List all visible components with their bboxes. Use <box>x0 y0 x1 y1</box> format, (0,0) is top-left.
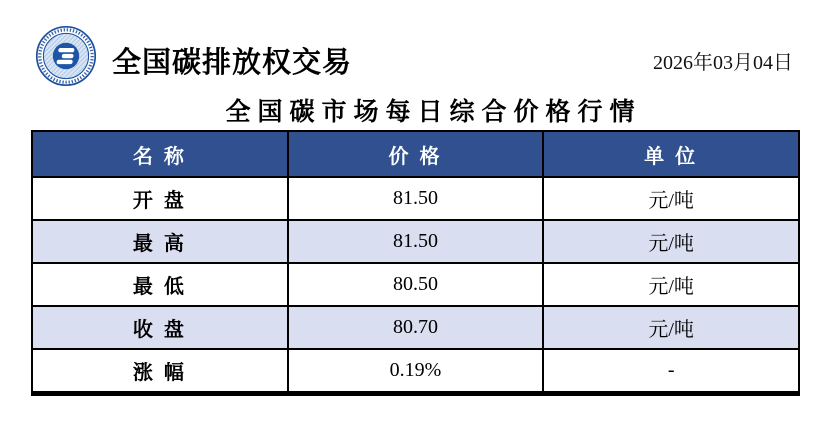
row-price: 81.50 <box>288 177 544 220</box>
report-date: 2026年03月04日 <box>653 52 793 74</box>
row-unit: - <box>543 349 799 394</box>
brand-title: 全国碳排放权交易 <box>112 47 353 79</box>
row-label: 最 高 <box>32 220 288 263</box>
table-row-high <box>32 220 799 263</box>
column-header-price: 价 格 <box>288 131 544 177</box>
page-title: 全国碳市场每日综合价格行情 <box>225 99 642 126</box>
row-unit: 元/吨 <box>543 263 799 306</box>
column-header-name: 名 称 <box>32 131 288 177</box>
table-row-close <box>32 306 799 349</box>
price-table <box>31 130 800 396</box>
row-price: 80.70 <box>288 306 544 349</box>
row-price: 0.19% <box>288 349 544 394</box>
row-price: 80.50 <box>288 263 544 306</box>
table-header-row <box>32 131 799 177</box>
table-row-change <box>32 349 799 394</box>
column-header-unit: 单 位 <box>543 131 799 177</box>
row-price: 81.50 <box>288 220 544 263</box>
row-label: 最 低 <box>32 263 288 306</box>
table-row-low <box>32 263 799 306</box>
carbon-trading-seal-icon <box>35 25 97 87</box>
row-unit: 元/吨 <box>543 306 799 349</box>
row-unit: 元/吨 <box>543 177 799 220</box>
row-label: 开 盘 <box>32 177 288 220</box>
row-label: 涨 幅 <box>32 349 288 394</box>
row-label: 收 盘 <box>32 306 288 349</box>
table-row-open <box>32 177 799 220</box>
row-unit: 元/吨 <box>543 220 799 263</box>
